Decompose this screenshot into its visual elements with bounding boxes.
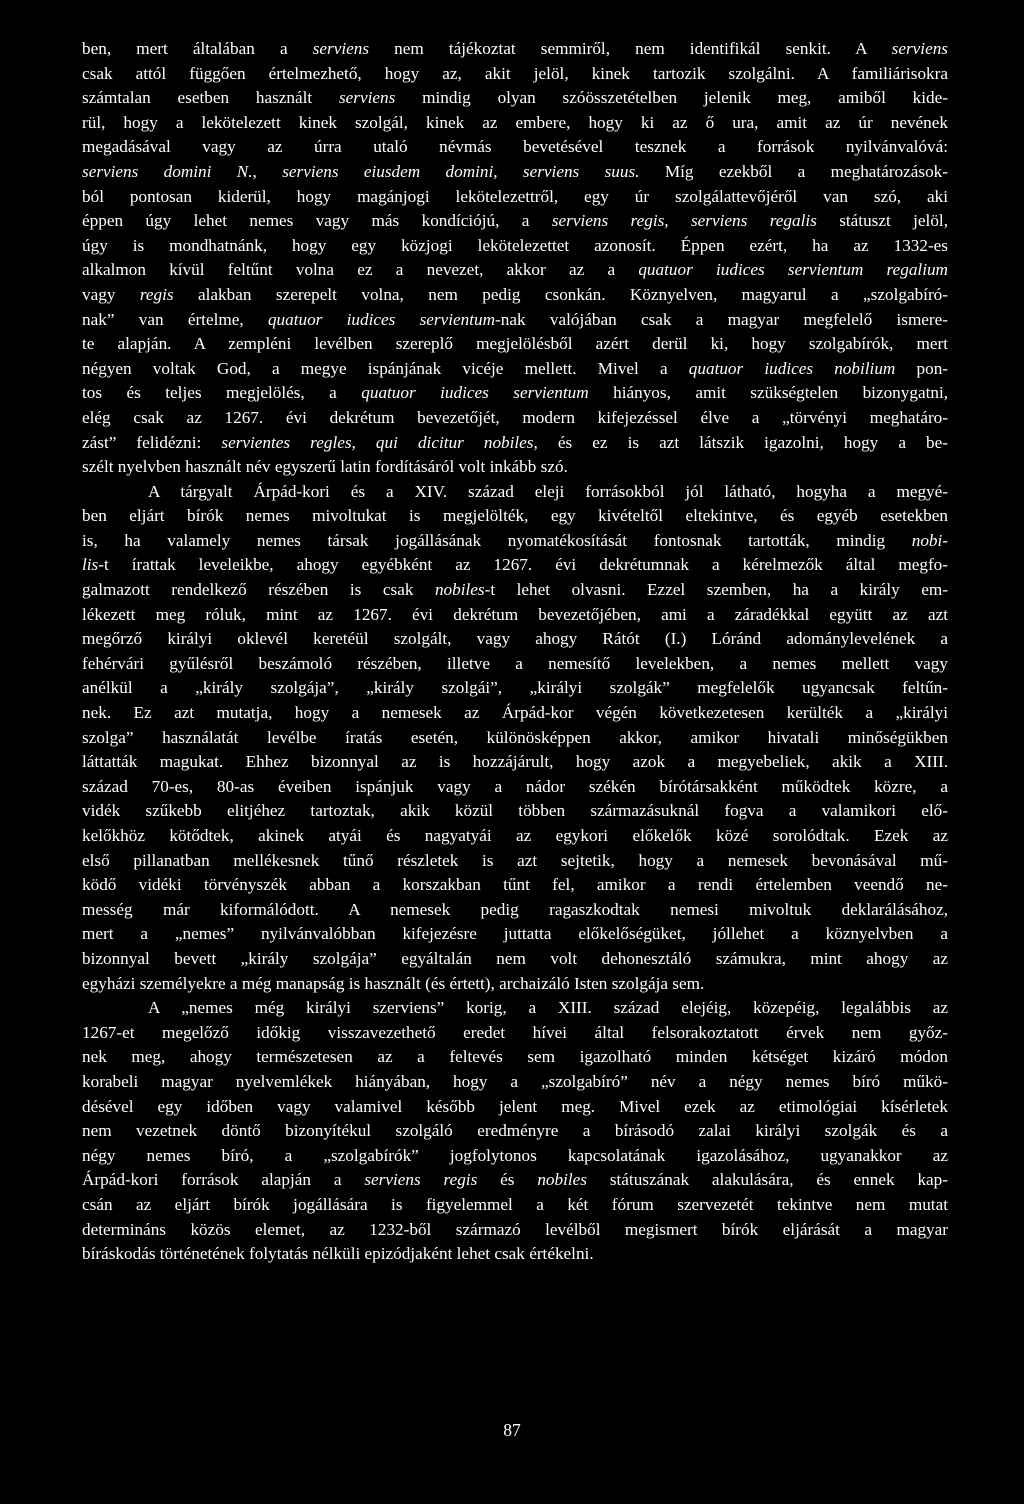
text-run: anélkül a „király szolgája”, „király szolgái”, „királyi szolgák” megfelelők ugyancsak feltűn- (82, 678, 948, 698)
text-line (82, 1070, 948, 1095)
text-run: mindig olyan szóösszetételben jelenik meg, amiből kide- (395, 88, 948, 108)
text-run: pon- (895, 358, 949, 378)
text-run: nem vezetnek döntő bizonyítékul szolgáló eredményre a bírásodó zalai királyi szolgák és a (82, 1121, 948, 1141)
text-line (82, 332, 948, 357)
italic-term: servientes regles, qui dicitur nobiles (221, 432, 534, 452)
text-line (82, 873, 948, 898)
text-run: A „nemes még királyi szerviens” korig, a XIII. század elejéig, közepéig, legalábbis az (148, 998, 948, 1018)
text-run: egyházi személyekre a még manapság is használt (és értett), archaizáló Isten szolgája sem. (82, 973, 705, 993)
text-run: messég már kiformálódott. A nemesek pedig ragaszkodtak nemesi mivoltuk deklarálásához, (82, 899, 948, 919)
text-line (82, 726, 948, 751)
italic-term: serviens domini N. (82, 161, 253, 181)
text-run: vagy (82, 284, 140, 304)
text-line (82, 111, 948, 136)
text-line (82, 209, 948, 234)
text-run: nek. Ez azt mutatja, hogy a nemesek az Árpád-kor végén következetesen kerülték a „királyi (82, 703, 948, 723)
text-line (82, 1144, 948, 1169)
text-line (82, 185, 948, 210)
text-run: is, ha valamely nemes társak jogállásának nyomatékosítását fontosnak tartották, mindig (82, 530, 912, 550)
italic-term: regis (139, 284, 174, 304)
text-line (82, 357, 948, 382)
text-line (82, 504, 948, 529)
text-line (82, 972, 948, 997)
italic-term: nobiles (434, 580, 485, 600)
text-run: státuszt jelöl, (816, 211, 949, 231)
text-line (82, 652, 948, 677)
text-line (82, 529, 948, 554)
text-line (82, 258, 948, 283)
text-run: -t írattak leveleikbe, ahogy egyébként az 1267. évi dekrétumnak a kérelmezők által megfo- (98, 555, 948, 575)
text-run: század 70-es, 80-as éveiben ispánjuk vagy a nádor székén bírótársakként működtek közre, a (82, 776, 948, 796)
text-run: , (252, 161, 283, 181)
text-line (82, 480, 948, 505)
text-line (82, 381, 948, 406)
text-line (82, 431, 948, 456)
text-run: nak” van értelme, (82, 309, 268, 329)
text-line (82, 799, 948, 824)
text-run: rül, hogy a lekötelezett kinek szolgál, kinek az embere, hogy ki az ő ura, amit az úr nevének (82, 112, 948, 132)
text-run: lékezett meg róluk, mint az 1267. évi dekrétum bevezetőjében, ami a záradékkal együtt az azt (82, 604, 948, 624)
text-run: A tárgyalt Árpád-kori és a XIV. század eleji forrásokból jól látható, hogyha a megyé- (148, 481, 948, 501)
text-run: désével egy időben vagy valamivel később jelent meg. Mivel ezek az etimológiai kísérletek (82, 1096, 948, 1116)
text-line (82, 775, 948, 800)
text-line (82, 234, 948, 259)
italic-term: serviens (312, 39, 370, 58)
text-run: négyen voltak God, a megye ispánjának vicéje mellett. Mivel a (82, 358, 689, 378)
text-run: csak attól függően értelmezhető, hogy az, akit jelöl, kinek tartozik szolgálni. A familiárisokra (82, 63, 948, 83)
text-run: nem tájékoztat semmiről, nem identifikál senkit. A (369, 39, 892, 58)
text-run: bíráskodás történetének folytatás nélküli epizódjaként lehet csak értékelni. (82, 1244, 594, 1264)
text-run: szélt nyelvben használt név egyszerű latin fordításáról volt inkább szó. (82, 457, 568, 477)
text-run: láttatták magukat. Ehhez bizonnyal az is hozzájárult, hogy azok a megyebeliek, akik a XIII. (82, 752, 948, 772)
text-run: úgy is mondhatnánk, hogy egy közjogi lekötelezettet azonosít. Éppen ezért, ha az 1332-es (82, 235, 948, 255)
text-run: megőrző királyi oklevél keretéül szolgált, vagy ahogy Rátót (I.) Lóránd adománylevelének a (82, 629, 948, 649)
italic-term: serviens regis (364, 1170, 478, 1190)
text-line (82, 283, 948, 308)
italic-term: serviens (891, 39, 948, 58)
text-line (82, 627, 948, 652)
text-line (82, 62, 948, 87)
text-run: négy nemes bíró, a „szolgabírók” jogfolytonos kapcsolatának igazolásához, ugyanakkor az (82, 1145, 948, 1165)
text-line (82, 1119, 948, 1144)
text-run: kelőkhöz kötődtek, akinek atyái és nagyatyái az egykori előkelők közé sorolódtak. Ezek az (82, 826, 948, 845)
text-line (82, 1021, 948, 1046)
text-line (82, 603, 948, 628)
text-run: első pillanatban mellékesnek tűnő részletek is azt sejtetik, hogy a nemesek bevonásával mű- (82, 850, 948, 870)
text-line (82, 824, 948, 849)
italic-term: quatuor iudices servientum (361, 383, 589, 403)
text-line (82, 898, 948, 923)
text-run: mert a „nemes” nyilvánvalóbban kifejezésre juttatta előkelőségüket, jóllehet a köznyelvben a (82, 924, 948, 944)
text-run: fehérvári gyűlésről beszámoló részében, illetve a nemesítő levelekben, a nemes mellett vagy (82, 653, 948, 673)
text-line (82, 996, 948, 1021)
text-run: -nak valójában csak a magyar megfelelő ismere- (495, 309, 949, 329)
text-run: elég csak az 1267. évi dekrétum bevezetőjét, modern kifejezéssel élve a „törvényi meghatáro- (82, 407, 948, 427)
text-run: alkalmon kívül feltűnt volna ez a nevezet, akkor az a (82, 260, 639, 280)
text-run: korabeli magyar nyelvemlékek hiányában, hogy a „szolgabíró” név a négy nemes bíró műkö- (82, 1071, 948, 1091)
text-run: -t lehet olvasni. Ezzel szemben, ha a király em- (484, 580, 948, 600)
text-line (82, 86, 948, 111)
text-run: bizonnyal bevett „király szolgája” egyáltalán nem volt dehonesztáló számukra, mint ahogy az (82, 948, 948, 968)
italic-term: serviens (338, 88, 396, 108)
text-line (82, 160, 948, 185)
text-line (82, 701, 948, 726)
text-run: szolga” használatát levélbe íratás esetén, különösképpen akkor, amikor hivatali minőségükben (82, 727, 948, 747)
text-line (82, 135, 948, 160)
text-run: alakban szerepelt volna, nem pedig csonkán. Köznyelven, magyarul a „szolgabíró- (173, 284, 948, 304)
text-run: ben eljárt bírók nemes mivoltukat is megjelölték, egy kivételtől eltekintve, és egyéb esetekben (82, 506, 948, 526)
text-line (82, 1045, 948, 1070)
text-line (82, 947, 948, 972)
italic-term: nobi- (911, 530, 948, 550)
text-line (82, 1218, 948, 1243)
text-run: csán az eljárt bírók jogállására is figyelemmel a két fórum szervezetét tekintve nem mutat (82, 1194, 948, 1214)
text-run: Míg ezekből a meghatározások- (639, 161, 948, 181)
text-line (82, 37, 948, 62)
italic-term: quatuor iudices servientum regalium (638, 260, 948, 280)
text-run: tos és teljes megjelölés, a (82, 383, 362, 403)
text-run: Árpád-kori források alapján a (82, 1170, 365, 1190)
text-line (82, 1242, 948, 1267)
text-run: zást” felidézni: (82, 432, 222, 452)
text-line (82, 553, 948, 578)
text-run: számtalan esetben használt (82, 88, 339, 108)
italic-term: quatuor iudices nobilium (688, 358, 896, 378)
text-run: galmazott rendelkező részében is csak (82, 580, 435, 600)
text-line (82, 676, 948, 701)
text-line (82, 455, 948, 480)
text-run: ból pontosan kiderül, hogy magánjogi lekötelezettről, egy úr szolgálattevőjéről van szó, aki (82, 186, 948, 206)
text-line (82, 922, 948, 947)
text-run: éppen úgy lehet nemes vagy más kondíciójú, a (82, 211, 552, 231)
text-line (82, 750, 948, 775)
italic-term: lis (82, 555, 99, 575)
text-run: 1267-et megelőző időkig visszavezethető eredet hívei által felsorakoztatott érvek nem győz- (82, 1022, 948, 1042)
italic-term: serviens regis, serviens regalis (551, 211, 817, 231)
text-run: vidék szűkebb elitjéhez tartoztak, akik közül többen származásuknál fogva a valamikori elő- (82, 801, 948, 821)
text-line (82, 308, 948, 333)
text-line (82, 1193, 948, 1218)
italic-term: nobiles (537, 1170, 587, 1190)
text-run: ben, mert általában a (82, 39, 313, 58)
page-number: 87 (503, 1420, 521, 1440)
text-line (82, 1168, 948, 1193)
text-run: és (477, 1170, 538, 1190)
text-run: te alapján. A zempléni levélben szereplő megjelölésből azért derül ki, hogy szolgabírók, mert (82, 334, 948, 354)
text-line (82, 849, 948, 874)
text-run: nek meg, ahogy természetesen az a feltevés sem igazolható minden kétséget kizáró módon (82, 1047, 948, 1067)
body-text (82, 37, 948, 1267)
text-line (82, 406, 948, 431)
text-line (82, 1095, 948, 1120)
text-run: determináns közös elemet, az 1232-ből származó levélből megismert bírók eljárását a magyar (82, 1219, 948, 1239)
text-run: megadásával vagy az úrra utaló névmás bevetésével tesznek a források nyilvánvalóvá: (82, 137, 948, 157)
italic-term: quatuor iudices servientum (267, 309, 496, 329)
text-run: , és ez is azt látszik igazolni, hogy a be- (533, 432, 948, 452)
italic-term: serviens eiusdem domini, serviens suus. (282, 161, 640, 181)
text-run: státuszának alakulására, és ennek kap- (586, 1170, 948, 1190)
text-line (82, 578, 948, 603)
text-run: hiányos, amit szükségtelen bizonygatni, (588, 383, 949, 403)
text-run: ködő vidéki törvényszék abban a korszakban tűnt fel, amikor a rendi értelemben veendő ne- (82, 875, 948, 895)
page-body (82, 37, 948, 1267)
